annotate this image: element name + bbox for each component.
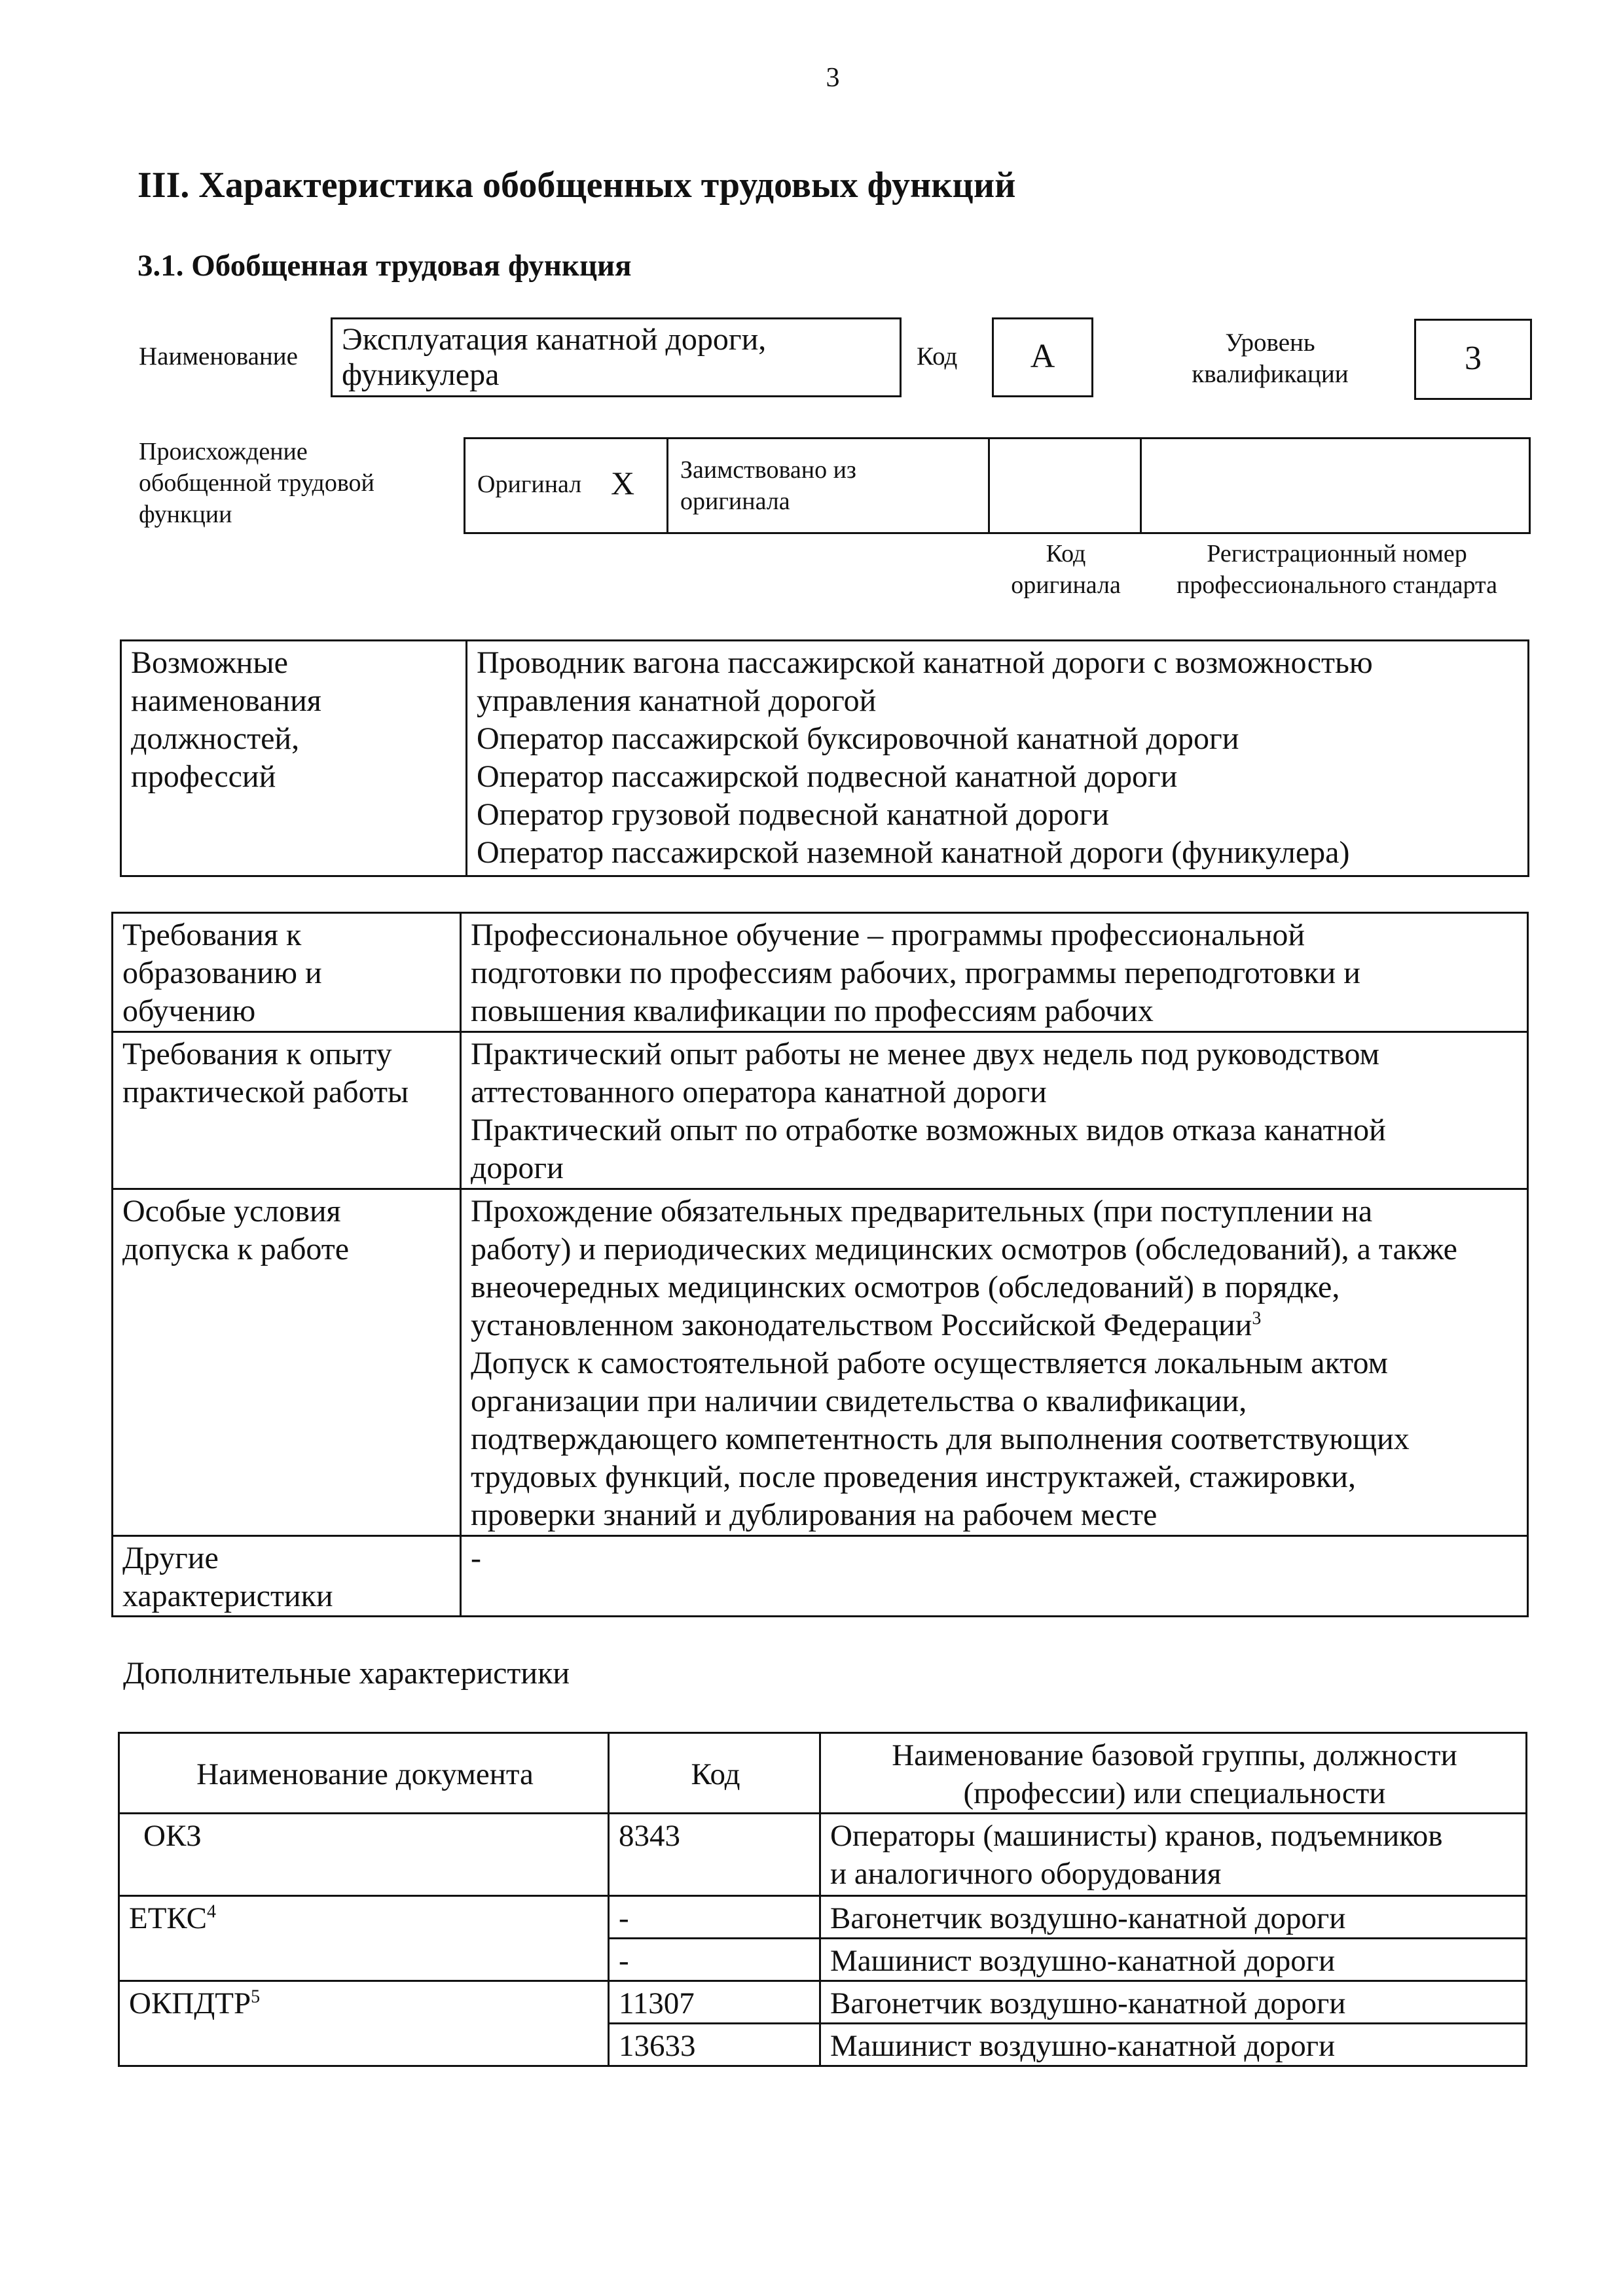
- requirement-line: повышения квалификации по профессиям рабочих: [471, 994, 1154, 1028]
- section-title: III. Характеристика обобщенных трудовых функций: [137, 165, 1016, 206]
- subsection-title: 3.1. Обобщенная трудовая функция: [137, 249, 632, 283]
- requirement-value-cell: [461, 1536, 1528, 1617]
- requirement-label-cell: [113, 1189, 461, 1536]
- reg-caption-line: Регистрационный номер: [1207, 540, 1467, 567]
- borrowed-label-line: оригинала: [680, 488, 790, 515]
- requirement-line: подтверждающего компетентность для выполнения соответствующих: [471, 1422, 1410, 1456]
- positions-table: [120, 639, 1529, 877]
- additional-table: [118, 1732, 1527, 2067]
- footnote-mark: 5: [251, 1986, 261, 2007]
- requirement-label-line: допуска к работе: [122, 1232, 350, 1266]
- requirement-row: [113, 1536, 1528, 1617]
- reg-caption-line: профессионального стандарта: [1176, 571, 1497, 599]
- requirement-label-line: практической работы: [122, 1075, 409, 1109]
- position-line: Оператор грузовой подвесной канатной дороги: [477, 797, 1109, 832]
- borrowed-label-line: Заимствовано из: [680, 456, 856, 484]
- requirement-line: Практический опыт работы не менее двух недель под руководством: [471, 1037, 1379, 1071]
- origin-divider: [1140, 439, 1142, 532]
- code-cell: 13633: [609, 2024, 820, 2066]
- name-cell: Вагонетчик воздушно-канатной дороги: [820, 1981, 1527, 2024]
- code-cell: 8343: [609, 1814, 820, 1896]
- reg-caption: [1147, 538, 1527, 601]
- name-line: Операторы (машинисты) кранов, подъемников: [830, 1819, 1443, 1853]
- requirement-line: Допуск к самостоятельной работе осуществляется локальным актом: [471, 1346, 1388, 1380]
- origin-label: [139, 436, 374, 530]
- requirement-line: проверки знаний и дублирования на рабочем месте: [471, 1498, 1158, 1532]
- origin-box: [464, 437, 1531, 534]
- page-number: 3: [826, 63, 840, 93]
- footnote-mark: 3: [1252, 1308, 1262, 1329]
- origin-divider: [988, 439, 990, 532]
- position-line: Оператор пассажирской наземной канатной дороги (фуникулера): [477, 835, 1350, 870]
- requirement-line: аттестованного оператора канатной дороги: [471, 1075, 1047, 1109]
- code-caption-line: оригинала: [1011, 571, 1121, 599]
- code-cell: -: [609, 1896, 820, 1939]
- additional-title: Дополнительные характеристики: [123, 1656, 570, 1691]
- level-value-box: [1414, 319, 1532, 400]
- function-name-line: Эксплуатация канатной дороги,: [342, 322, 767, 357]
- code-cell: 11307: [609, 1981, 820, 2024]
- requirement-line: организации при наличии свидетельства о квалификации,: [471, 1384, 1247, 1418]
- requirement-value-cell: [461, 1032, 1528, 1189]
- level-label-line: квалификации: [1192, 360, 1349, 388]
- requirement-line: Прохождение обязательных предварительных (при поступлении на: [471, 1194, 1373, 1229]
- doc-cell: [119, 1896, 609, 1981]
- requirement-line: трудовых функций, после проведения инструктажей, стажировки,: [471, 1460, 1356, 1494]
- code-caption-line: Код: [1046, 540, 1086, 567]
- level-label-line: Уровень: [1225, 329, 1315, 357]
- position-line: Оператор пассажирской буксировочной канатной дороги: [477, 721, 1239, 756]
- positions-row: [121, 641, 1529, 876]
- positions-label-line: должностей,: [131, 721, 300, 756]
- requirement-value-cell: [461, 913, 1528, 1032]
- code-value: А: [1030, 338, 1055, 375]
- requirement-row: [113, 1032, 1528, 1189]
- name-cell: Машинист воздушно-канатной дороги: [820, 1939, 1527, 1981]
- requirement-label-line: характеристики: [122, 1579, 333, 1613]
- origin-label-line: обобщенной трудовой: [139, 469, 374, 497]
- requirement-label-line: Особые условия: [122, 1194, 341, 1229]
- requirement-line: подготовки по профессиям рабочих, программы переподготовки и: [471, 956, 1360, 990]
- requirement-value-cell: [461, 1189, 1528, 1536]
- requirement-label-line: образованию и: [122, 956, 322, 990]
- original-label: Оригинал: [477, 471, 582, 498]
- origin-divider: [666, 439, 668, 532]
- requirement-label-cell: [113, 1032, 461, 1189]
- code-caption: [987, 538, 1144, 601]
- code-cell: -: [609, 1939, 820, 1981]
- requirement-label-line: Другие: [122, 1541, 219, 1575]
- requirement-line: внеочередных медицинских осмотров (обследований) в порядке,: [471, 1270, 1340, 1304]
- requirement-label-cell: [113, 1536, 461, 1617]
- requirement-line: работу) и периодических медицинских осмотров (обследований), а также: [471, 1232, 1457, 1266]
- requirement-line: -: [471, 1541, 481, 1575]
- doc-text: ОКПДТР: [129, 1986, 251, 2020]
- additional-row: [119, 1814, 1527, 1896]
- position-line: управления канатной дорогой: [477, 683, 877, 718]
- header-group-line: (профессии) или специальности: [963, 1776, 1386, 1810]
- additional-row: [119, 1981, 1527, 2024]
- requirement-line: [471, 1306, 1520, 1344]
- origin-label-line: Происхождение: [139, 438, 308, 465]
- name-cell: [820, 1814, 1527, 1896]
- requirement-label-line: Требования к: [122, 918, 302, 952]
- requirement-row: [113, 1189, 1528, 1536]
- positions-label-line: Возможные: [131, 645, 288, 680]
- additional-header-row: [119, 1733, 1527, 1814]
- position-line: Проводник вагона пассажирской канатной дороги с возможностью: [477, 645, 1373, 680]
- function-name-line: фуникулера: [342, 357, 500, 392]
- requirement-line: Практический опыт по отработке возможных видов отказа канатной: [471, 1113, 1386, 1147]
- name-line: и аналогичного оборудования: [830, 1857, 1222, 1891]
- positions-value-cell: [467, 641, 1529, 876]
- position-line: Оператор пассажирской подвесной канатной дороги: [477, 759, 1178, 794]
- header-code: Код: [609, 1733, 820, 1814]
- level-label: [1172, 327, 1368, 390]
- requirement-label-cell: [113, 913, 461, 1032]
- positions-label-cell: [121, 641, 467, 876]
- requirement-row: [113, 913, 1528, 1032]
- positions-label-line: профессий: [131, 759, 276, 794]
- requirement-line: дороги: [471, 1151, 564, 1185]
- requirement-label-line: обучению: [122, 994, 256, 1028]
- code-label: Код: [917, 342, 958, 370]
- function-name-box: [331, 317, 902, 397]
- header-group: [820, 1733, 1527, 1814]
- name-label: Наименование: [139, 342, 298, 370]
- additional-row: [119, 1896, 1527, 1939]
- footnote-mark: 4: [206, 1901, 216, 1922]
- requirements-table: [111, 912, 1529, 1617]
- doc-text: ЕТКС: [129, 1901, 207, 1935]
- header-doc: Наименование документа: [119, 1733, 609, 1814]
- positions-label-line: наименования: [131, 683, 321, 718]
- header-group-line: Наименование базовой группы, должности: [892, 1738, 1457, 1772]
- requirement-line-text: установленном законодательством Российской Федерации: [471, 1308, 1252, 1342]
- original-mark: Х: [611, 465, 635, 501]
- name-cell: Машинист воздушно-канатной дороги: [820, 2024, 1527, 2066]
- level-value: 3: [1465, 340, 1482, 377]
- requirement-label-line: Требования к опыту: [122, 1037, 392, 1071]
- doc-cell: [119, 1981, 609, 2066]
- name-cell: Вагонетчик воздушно-канатной дороги: [820, 1896, 1527, 1939]
- requirement-line: Профессиональное обучение – программы профессиональной: [471, 918, 1305, 952]
- doc-cell: ОКЗ: [119, 1814, 609, 1896]
- origin-label-line: функции: [139, 501, 232, 528]
- code-value-box: [992, 317, 1093, 397]
